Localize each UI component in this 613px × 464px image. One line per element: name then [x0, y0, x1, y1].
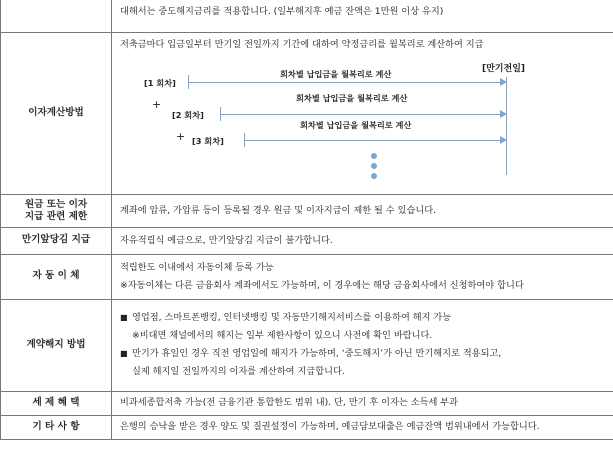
auto-transfer-line1: 적립한도 이내에서 자동이체 등록 가능	[120, 261, 274, 273]
row-other	[1, 415, 613, 439]
round-2-plus: +	[152, 98, 162, 112]
termination-item-2-cont: 실제 해지일 전일까지의 이자를 계산하여 지급합니다.	[132, 365, 345, 377]
other-text: 은행의 승낙을 받은 경우 양도 및 질권설정이 가능하며, 예금담보대출은 예금잔액 범위내에서 가능합니다.	[120, 421, 540, 433]
round-2-bar	[220, 114, 500, 115]
tax-benefit-text: 비과세종합저축 가능(전 금융기관 통합한도 범위 내). 단, 만기 후 이자는 소득세 부과	[120, 397, 459, 409]
continuation-dot-icon	[371, 163, 377, 169]
termination-item-1	[120, 312, 605, 324]
row-partial-withdrawal	[1, 0, 613, 32]
early-maturity-label: 만기앞당김 지급	[1, 227, 112, 254]
tax-benefit-label: 세 제 혜 택	[1, 391, 112, 415]
round-3-label: [3 회차]	[192, 136, 224, 147]
row-partial-content	[112, 0, 613, 32]
continuation-dot-icon	[371, 173, 377, 179]
termination-item-1-text: 영업점, 스마트폰뱅킹, 인터넷뱅킹 및 자동만기해지서비스를 이용하여 해지 가능	[132, 312, 452, 324]
termination-content	[112, 299, 613, 391]
other-content	[112, 415, 613, 439]
interest-intro-text: 저축금마다 입금일부터 만기일 전일까지 기간에 대하여 약정금리를 월복리로 계산하여 지급	[120, 38, 484, 50]
termination-item-2	[120, 348, 605, 360]
row-interest-method	[1, 32, 613, 194]
payment-restriction-label-line2: 지급 관련 제한	[24, 210, 88, 222]
round-1-arrow-icon	[500, 78, 507, 86]
round-3-bar	[244, 140, 500, 141]
payment-restriction-label	[1, 194, 112, 227]
early-maturity-content	[112, 227, 613, 254]
round-1-bar-text: 회차별 납입금을 월복리로 계산	[280, 69, 392, 80]
termination-item-1-note: ※비대면 채널에서의 해지는 일부 제한사항이 있으니 사전에 확인 바랍니다.	[132, 330, 433, 342]
round-3-arrow-icon	[500, 136, 507, 144]
round-2-arrow-icon	[500, 110, 507, 118]
interest-diagram	[120, 50, 605, 182]
continuation-dot-icon	[371, 153, 377, 159]
row-termination	[1, 299, 613, 391]
other-label: 기 타 사 항	[1, 415, 112, 439]
termination-item-2-text: 만기가 휴일인 경우 직전 영업일에 해지가 가능하며, ‘중도해지’가 아닌 만기해지로 적용되고,	[132, 348, 502, 359]
row-early-maturity	[1, 227, 613, 254]
termination-label: 계약해지 방법	[1, 299, 112, 391]
maturity-line	[506, 77, 507, 175]
auto-transfer-content	[112, 254, 613, 299]
round-1-label: [1 회차]	[144, 78, 176, 89]
early-maturity-text: 자유적립식 예금으로, 만기앞당김 지급이 불가합니다.	[120, 234, 333, 246]
round-2-bar-text: 회차별 납입금을 월복리로 계산	[296, 93, 408, 104]
auto-transfer-label: 자 동 이 체	[1, 254, 112, 299]
row-tax-benefit	[1, 391, 613, 415]
maturity-label: [만기전일]	[482, 64, 526, 75]
payment-restriction-label-line1: 원금 또는 이자	[24, 199, 88, 211]
round-3-plus: +	[176, 130, 186, 144]
tax-benefit-content	[112, 391, 613, 415]
auto-transfer-line2: ※자동이체는 다른 금융회사 계좌에서도 가능하며, 이 경우에는 해당 금융회사에서 신청하여야 합니다	[120, 279, 524, 291]
payment-restriction-text: 계좌에 압류, 가압류 등이 등록될 경우 원금 및 이자지급이 제한 될 수 있습니다.	[120, 204, 437, 216]
row-partial-label-cell	[1, 0, 112, 32]
payment-restriction-content	[112, 194, 613, 227]
square-bullet-icon: ■	[120, 313, 128, 323]
interest-method-content	[112, 32, 613, 194]
square-bullet-icon: ■	[120, 349, 128, 358]
row-auto-transfer	[1, 254, 613, 299]
row-payment-restriction	[1, 194, 613, 227]
round-2-label: [2 회차]	[172, 110, 204, 121]
partial-withdrawal-text: 대해서는 중도해지금리를 적용합니다. (일부해지후 예금 잔액은 1만원 이상 유지)	[120, 6, 444, 17]
interest-method-label: 이자계산방법	[1, 32, 112, 194]
round-3-bar-text: 회차별 납입금을 월복리로 계산	[300, 120, 412, 131]
round-1-bar	[188, 82, 500, 83]
